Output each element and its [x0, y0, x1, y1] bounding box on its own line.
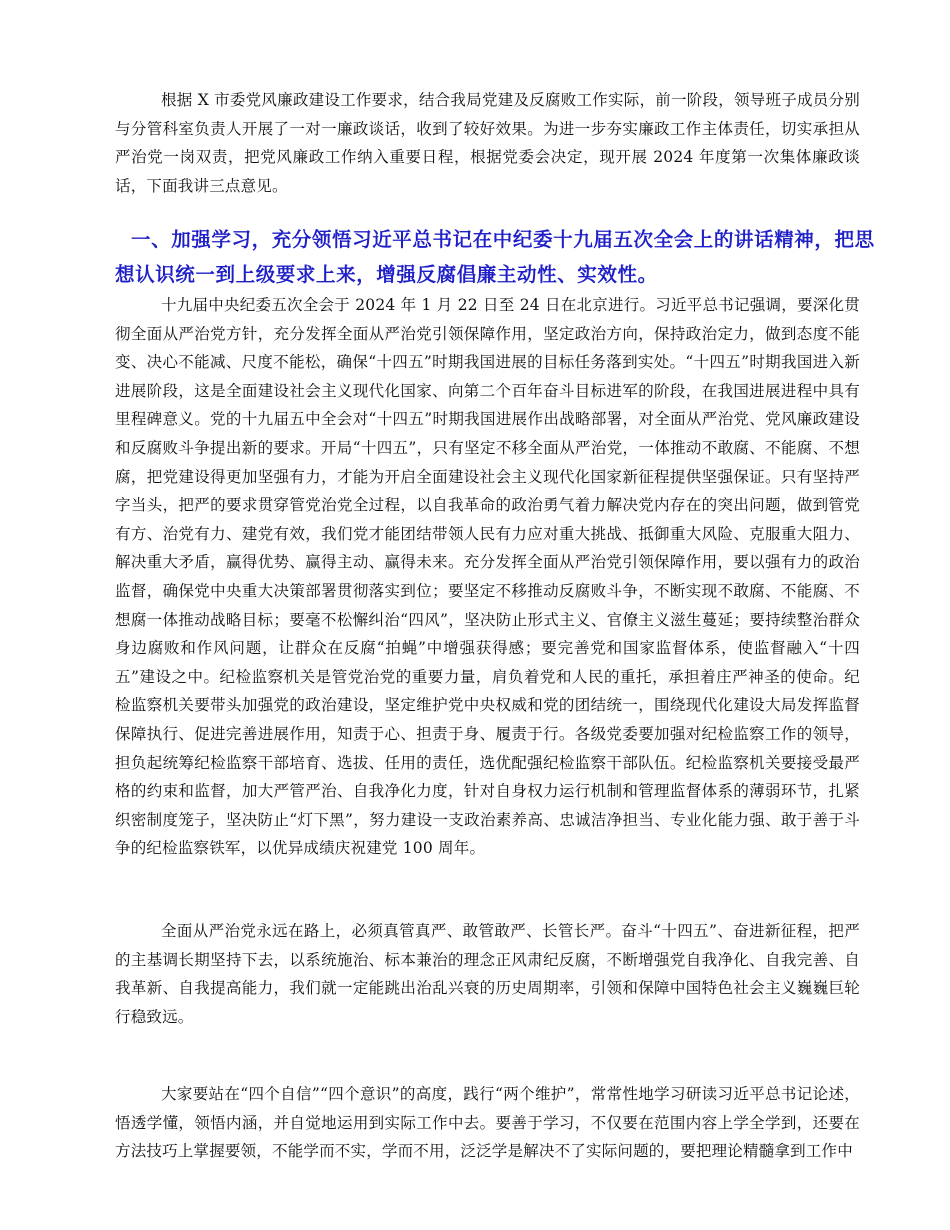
intro-paragraph: 根据 X 市委党风廉政建设工作要求，结合我局党建及反腐败工作实际，前一阶段，领导班子成员分别与分管科室负责人开展了一对一廉政谈话，收到了较好效果。为进一步夯实廉政工作主体责任，切实承担从严治党一岗双责，把党风廉政工作纳入重要日程，根据党委会决定，现开展 2024 年度第一次集体廉政谈话，下面我讲三点意见。	[115, 91, 860, 195]
body-paragraph-3: 大家要站在“四个自信”“四个意识”的高度，践行“两个维护”，常常性地学习研读习近平总书记论述，悟透学懂，领悟内涵，并自觉地运用到实际工作中去。要善于学习，不仅要在范围内容上学全学到，还要在方法技巧上掌握要领，不能学而不实，学而不用，泛泛学是解决不了实际问题的，要把理论精髓拿到工作中	[115, 1085, 860, 1161]
body-paragraph-2: 全面从严治党永远在路上，必须真管真严、敢管敢严、长管长严。奋斗“十四五”、奋进新征程，把严的主基调长期坚持下去，以系统施治、标本兼治的理念正风肃纪反腐，不断增强党自我净化、自我完善、自我革新、自我提高能力，我们就一定能跳出治乱兴衰的历史周期率，引领和保障中国特色社会主义巍巍巨轮行稳致远。	[115, 922, 860, 1026]
body-paragraph-1: 十九届中央纪委五次全会于 2024 年 1 月 22 日至 24 日在北京进行。习近平总书记强调，要深化贯彻全面从严治党方针，充分发挥全面从严治党引领保障作用，坚定政治方向，保持政治定力，做到态度不能变、决心不能减、尺度不能松，确保“十四五”时期我国进展的目标任务落到实处。“十四五”时期我国进入新进展阶段，这是全面建设社会主义现代化国家、向第二个百年奋斗目标进军的阶段，在我国进展进程中具有里程碑意义。党的十九届五中全会对“十四五”时期我国进展作出战略部署，对全面从严治党、党风廉政建设和反腐败斗争提出新的要求。开局“十四五”，只有坚定不移全面从严治党，一体推动不敢腐、不能腐、不想腐，把党建设得更加坚强有力，才能为开启全面建设社会主义现代化国家新征程提供坚强保证。只有坚持严字当头，把严的要求贯穿管党治党全过程，以自我革命的政治勇气着力解决党内存在的突出问题，做到管党有方、治党有力、建党有效，我们党才能团结带领人民有力应对重大挑战、抵御重大风险、克服重大阻力、解决重大矛盾，赢得优势、赢得主动、赢得未来。充分发挥全面从严治党引领保障作用，要以强有力的政治监督，确保党中央重大决策部署贯彻落实到位；要坚定不移推动反腐败斗争，不断实现不敢腐、不能腐、不想腐一体推动战略目标；要毫不松懈纠治“四风”，坚决防止形式主义、官僚主义滋生蔓延；要持续整治群众身边腐败和作风问题，让群众在反腐“拍蝇”中增强获得感；要完善党和国家监督体系，使监督融入“十四五”建设之中。纪检监察机关是管党治党的重要力量，肩负着党和人民的重托，承担着庄严神圣的使命。纪检监察机关要带头加强党的政治建设，坚定维护党中央权威和党的团结统一，围绕现代化建设大局发挥监督保障执行、促进完善进展作用，知责于心、担责于身、履责于行。各级党委要加强对纪检监察工作的领导，担负起统筹纪检监察干部培育、选拔、任用的责任，选优配强纪检监察干部队伍。纪检监察机关要接受最严格的约束和监督，加大严管严治、自我净化力度，针对自身权力运行机制和管理监督体系的薄弱环节，扎紧织密制度笼子，坚决防止“灯下黑”，努力建设一支政治素养高、忠诚洁净担当、专业化能力强、敢于善于斗争的纪检监察铁军，以优异成绩庆祝建党 100 周年。	[115, 296, 860, 858]
section-heading-1: 一、加强学习，充分领悟习近平总书记在中纪委十九届五次全会上的讲话精神，把思想认识统一到上级要求上来，增强反腐倡廉主动性、实效性。	[115, 228, 875, 286]
